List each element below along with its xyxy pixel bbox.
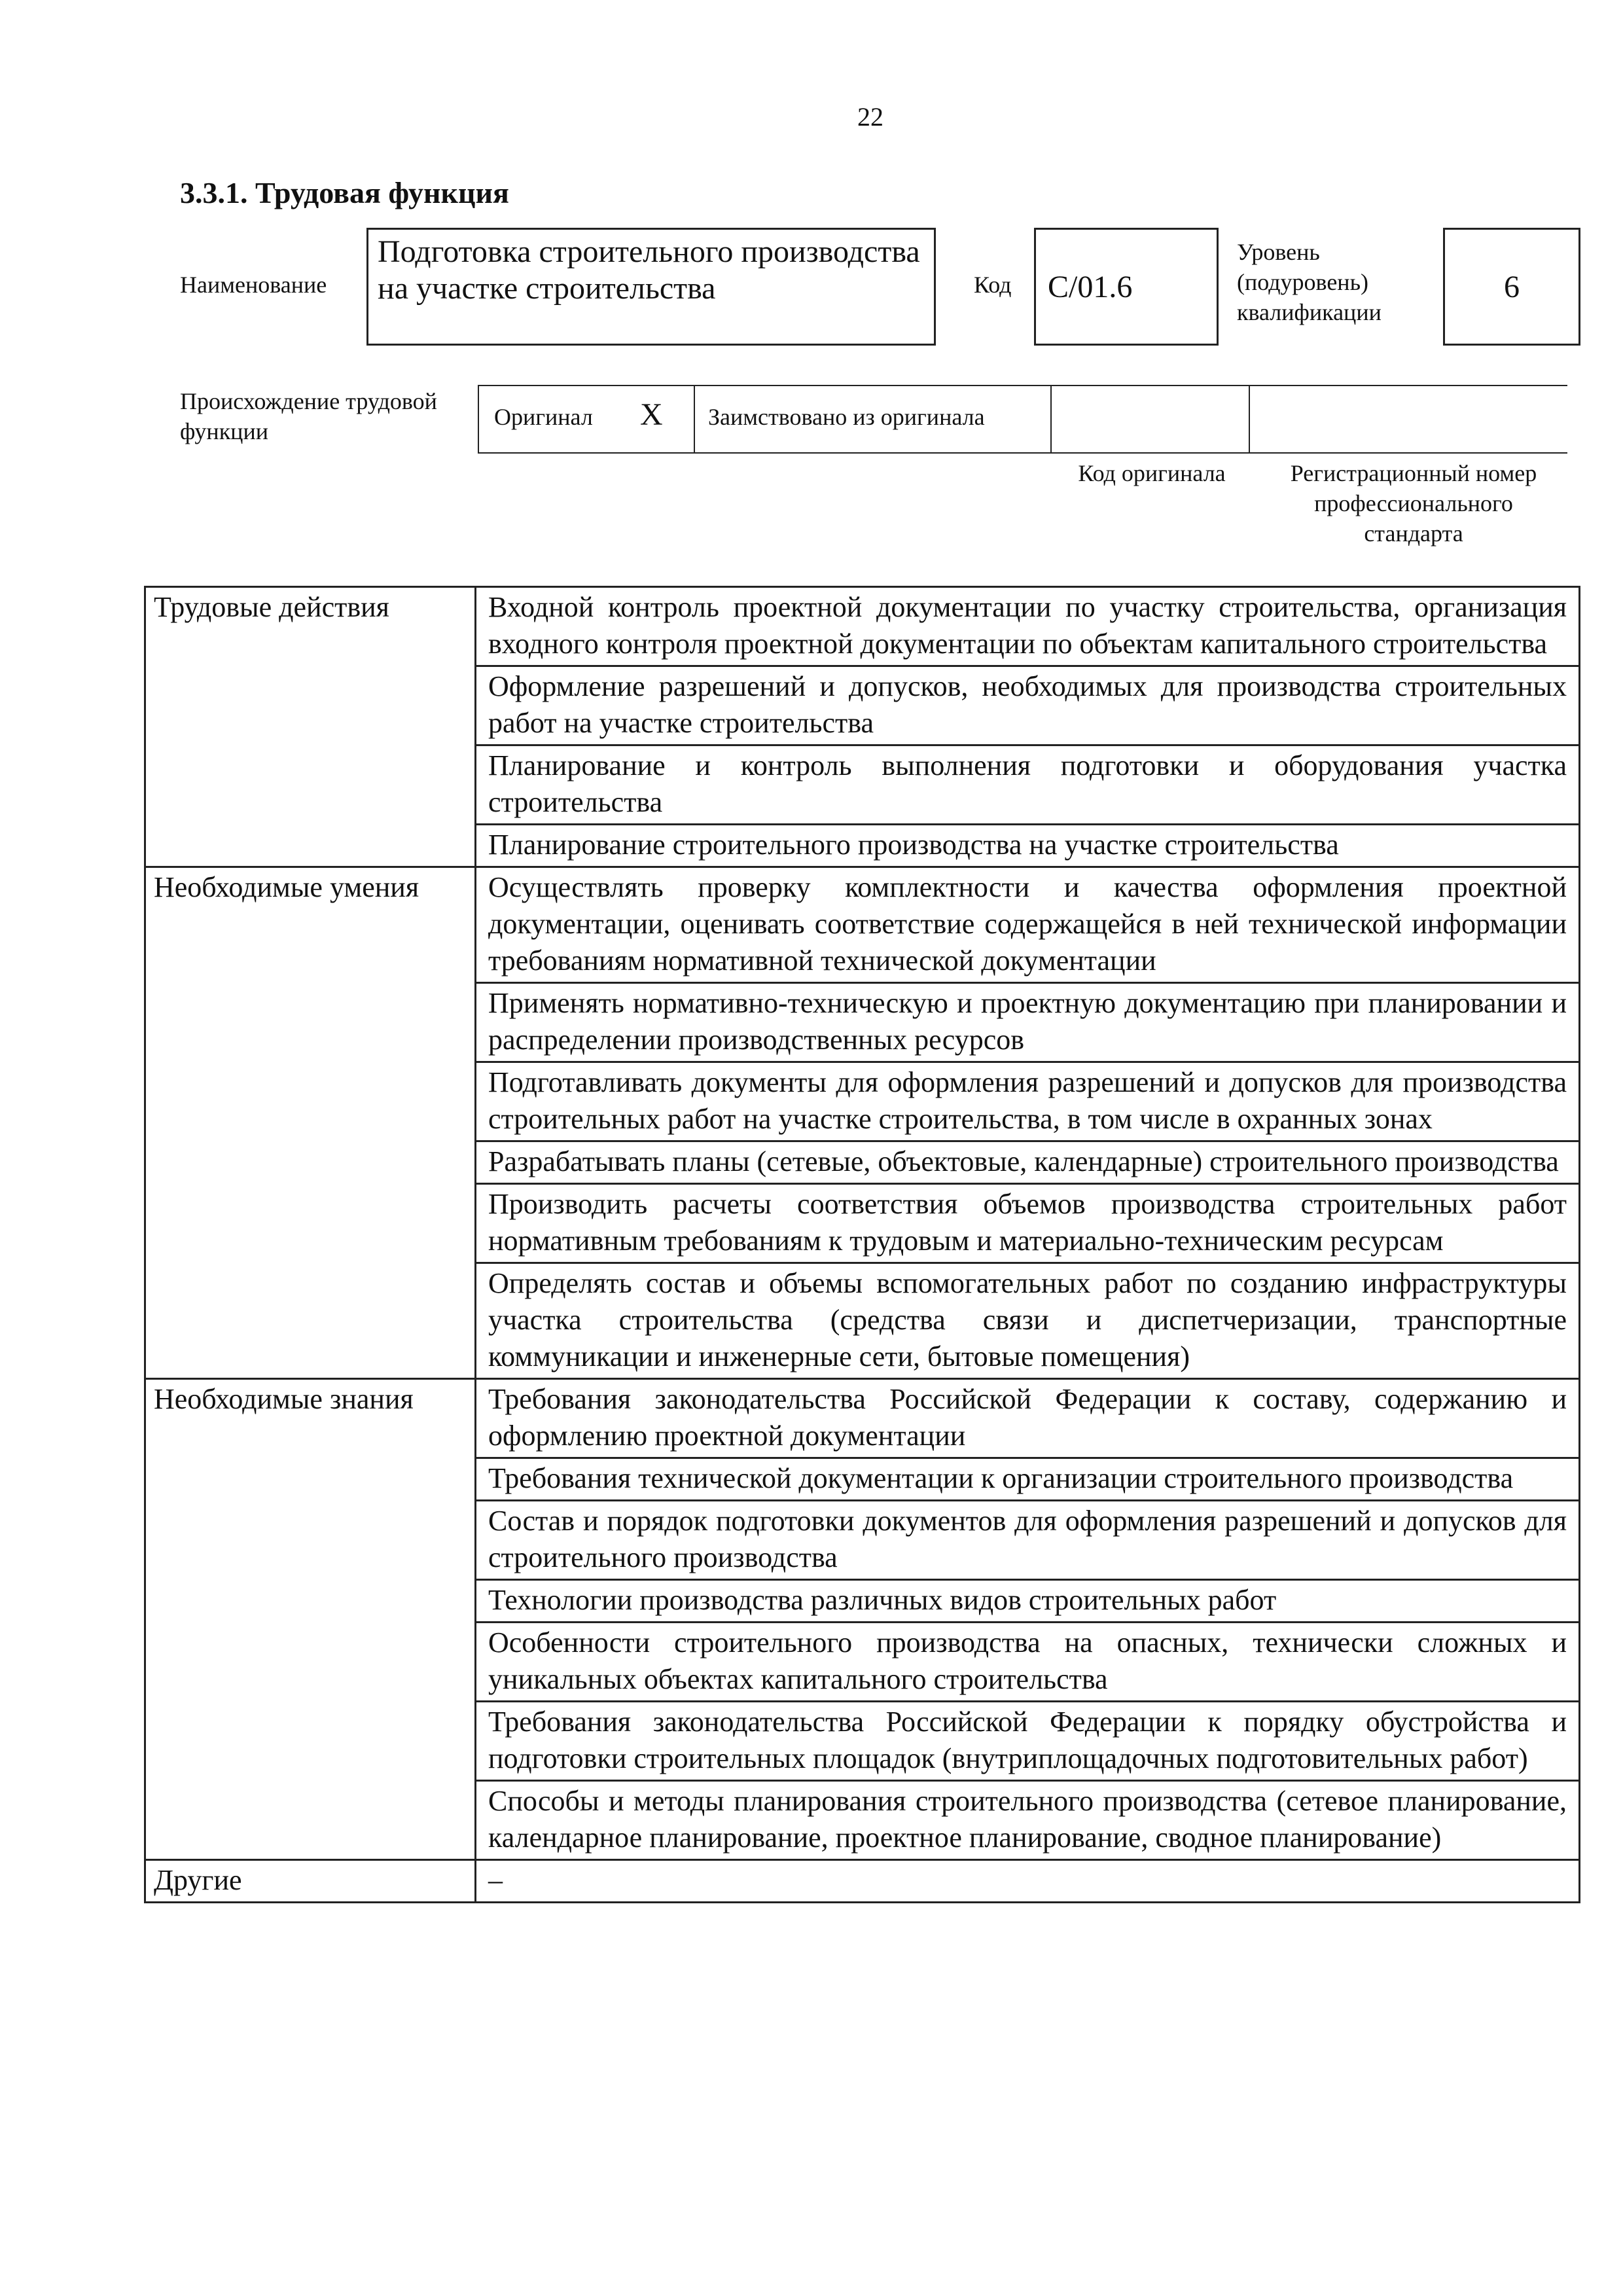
- section-item-cell: Состав и порядок подготовки документов для оформления разрешений и допусков для строительного производства: [476, 1501, 1580, 1580]
- page-number: 22: [857, 102, 883, 132]
- borrowed-label: Заимствовано из оригинала: [708, 404, 985, 430]
- section-item-cell: –: [476, 1860, 1580, 1903]
- code-label: Код: [974, 272, 1012, 298]
- section-title: 3.3.1. Трудовая функция: [180, 176, 509, 209]
- function-code-value: С/01.6: [1048, 269, 1133, 304]
- section-item-cell: Планирование строительного производства на участке строительства: [476, 825, 1580, 867]
- section-item-cell: Требования законодательства Российской Федерации к порядку обустройства и подготовки строительных площадок (внутриплощадочных подготовительных работ): [476, 1702, 1580, 1781]
- section-item-cell: Применять нормативно-техническую и проектную документацию при планировании и распределении производственных ресурсов: [476, 983, 1580, 1062]
- section-item-cell: Разрабатывать планы (сетевые, объектовые, календарные) строительного производства: [476, 1141, 1580, 1184]
- function-table: [144, 586, 1580, 1903]
- level-value: 6: [1504, 269, 1520, 304]
- table-row: [145, 867, 1580, 983]
- section-item-cell: Способы и методы планирования строительного производства (сетевое планирование, календарное планирование, проектное планирование, сводное планирование): [476, 1781, 1580, 1860]
- section-item-cell: Оформление разрешений и допусков, необходимых для производства строительных работ на участке строительства: [476, 666, 1580, 745]
- section-item-cell: Подготавливать документы для оформления разрешений и допусков для производства строительных работ на участке строительства, в том числе в охранных зонах: [476, 1062, 1580, 1141]
- function-name-box: [366, 228, 936, 346]
- origin-label: Происхождение трудовой функции: [180, 388, 437, 444]
- section-item-cell: Определять состав и объемы вспомогательных работ по созданию инфраструктуры участка строительства (средства связи и диспетчеризации, транспортные коммуникации и инженерные сети, бытовые помещения): [476, 1263, 1580, 1379]
- name-label: Наименование: [180, 272, 327, 298]
- section-title-cell: Трудовые действия: [145, 587, 476, 867]
- code-original-label: Код оригинала: [1078, 460, 1226, 486]
- section-title-cell: Необходимые умения: [145, 867, 476, 1379]
- level-label: Уровень (подуровень) квалификации: [1237, 239, 1382, 325]
- table-row: [145, 1860, 1580, 1903]
- section-item-cell: Производить расчеты соответствия объемов производства строительных работ нормативным требованиям к трудовым и материально-техническим ресурсам: [476, 1184, 1580, 1263]
- original-mark: Х: [640, 397, 663, 432]
- function-code-box: [1034, 228, 1219, 346]
- reg-number-label: Регистрационный номер профессионального стандарта: [1290, 460, 1537, 547]
- section-item-cell: Особенности строительного производства на опасных, технически сложных и уникальных объектах капитального строительства: [476, 1623, 1580, 1702]
- section-item-cell: Планирование и контроль выполнения подготовки и оборудования участка строительства: [476, 745, 1580, 825]
- original-label: Оригинал: [494, 404, 593, 430]
- section-item-cell: Осуществлять проверку комплектности и качества оформления проектной документации, оценивать соответствие содержащейся в ней технической информации требованиям нормативной технической документации: [476, 867, 1580, 983]
- section-title-cell: Необходимые знания: [145, 1379, 476, 1860]
- section-item-cell: Входной контроль проектной документации по участку строительства, организация входного контроля проектной документации по объектам капитального строительства: [476, 587, 1580, 666]
- function-name-value: Подготовка строительного производства на участке строительства: [378, 234, 920, 306]
- level-box: [1443, 228, 1580, 346]
- section-item-cell: Требования технической документации к организации строительного производства: [476, 1458, 1580, 1501]
- section-item-cell: Технологии производства различных видов строительных работ: [476, 1580, 1580, 1623]
- table-row: [145, 1379, 1580, 1458]
- origin-row: [478, 385, 1567, 454]
- section-item-cell: Требования законодательства Российской Федерации к составу, содержанию и оформлению проектной документации: [476, 1379, 1580, 1458]
- table-row: [145, 587, 1580, 666]
- section-title-cell: Другие: [145, 1860, 476, 1903]
